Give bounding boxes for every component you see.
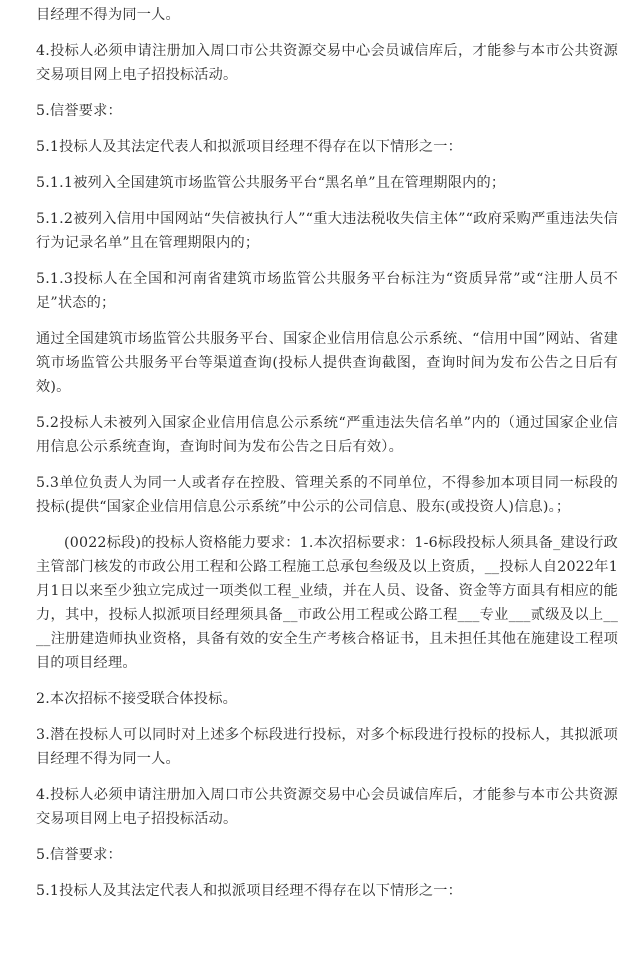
paragraph-credit-5-1-3: 5.1.3投标人在全国和河南省建筑市场监管公共服务平台标注为“资质异常”或“注册人员不足”状态的； bbox=[36, 271, 618, 311]
paragraph-qualification-0022: (0022标段)的投标人资格能力要求：1.本次招标要求：1-6标段投标人须具备_建设行政主管部门核发的市政公用工程和公路工程施工总承包叁级及以上资质，__投标人自2022年1月1日以来至少独立完成过一项类似工程_业绩，并在人员、设备、资金等方面具有相应的能力，其中，投标人拟派项目经理须具备__市政公用工程或公路工程___专业___贰级及以上____注册建造师执业资格，具备有效的安全生产考核合格证书，且未担任其他在施建设工程项目的项目经理。 bbox=[36, 535, 618, 671]
paragraph-credit-5-1-2: 5.1.2被列入信用中国网站“失信被执行人”“重大违法税收失信主体”“政府采购严重违法失信行为记录名单”且在管理期限内的； bbox=[36, 211, 618, 251]
paragraph-credit-heading: 5.信誉要求： bbox=[36, 103, 122, 119]
paragraph-registration-requirement: 4.投标人必须申请注册加入周口市公共资源交易中心会员诚信库后，才能参与本市公共资源交易项目网上电子招投标活动。 bbox=[36, 43, 618, 83]
paragraph-query-channels: 通过全国建筑市场监管公共服务平台、国家企业信用信息公示系统、“信用中国”网站、省建筑市场监管公共服务平台等渠道查询(投标人提供查询截图，查询时间为发布公告之日后有效)。 bbox=[36, 331, 618, 395]
paragraph-credit-heading-repeat: 5.信誉要求： bbox=[36, 847, 122, 863]
paragraph-credit-5-2: 5.2投标人未被列入国家企业信用信息公示系统“严重违法失信名单”内的（通过国家企业信用信息公示系统查询，查询时间为发布公告之日后有效）。 bbox=[36, 415, 618, 455]
paragraph-registration-requirement-repeat: 4.投标人必须申请注册加入周口市公共资源交易中心会员诚信库后，才能参与本市公共资源交易项目网上电子招投标活动。 bbox=[36, 787, 618, 827]
paragraph-multiple-lots: 3.潜在投标人可以同时对上述多个标段进行投标，对多个标段进行投标的投标人，其拟派项目经理不得为同一人。 bbox=[36, 727, 618, 767]
paragraph-credit-5-1-repeat: 5.1投标人及其法定代表人和拟派项目经理不得存在以下情形之一： bbox=[36, 883, 463, 899]
document-body bbox=[36, 3, 618, 915]
paragraph-no-consortium: 2.本次招标不接受联合体投标。 bbox=[36, 691, 237, 707]
paragraph-credit-5-1-1: 5.1.1被列入全国建筑市场监管公共服务平台“黑名单”且在管理期限内的； bbox=[36, 175, 506, 191]
paragraph-continuation: 目经理不得为同一人。 bbox=[36, 7, 180, 23]
paragraph-credit-5-3: 5.3单位负责人为同一人或者存在控股、管理关系的不同单位，不得参加本项目同一标段的投标(提供“国家企业信用信息公示系统”中公示的公司信息、股东(或投资人)信息)。； bbox=[36, 475, 618, 515]
paragraph-credit-5-1: 5.1投标人及其法定代表人和拟派项目经理不得存在以下情形之一： bbox=[36, 139, 463, 155]
